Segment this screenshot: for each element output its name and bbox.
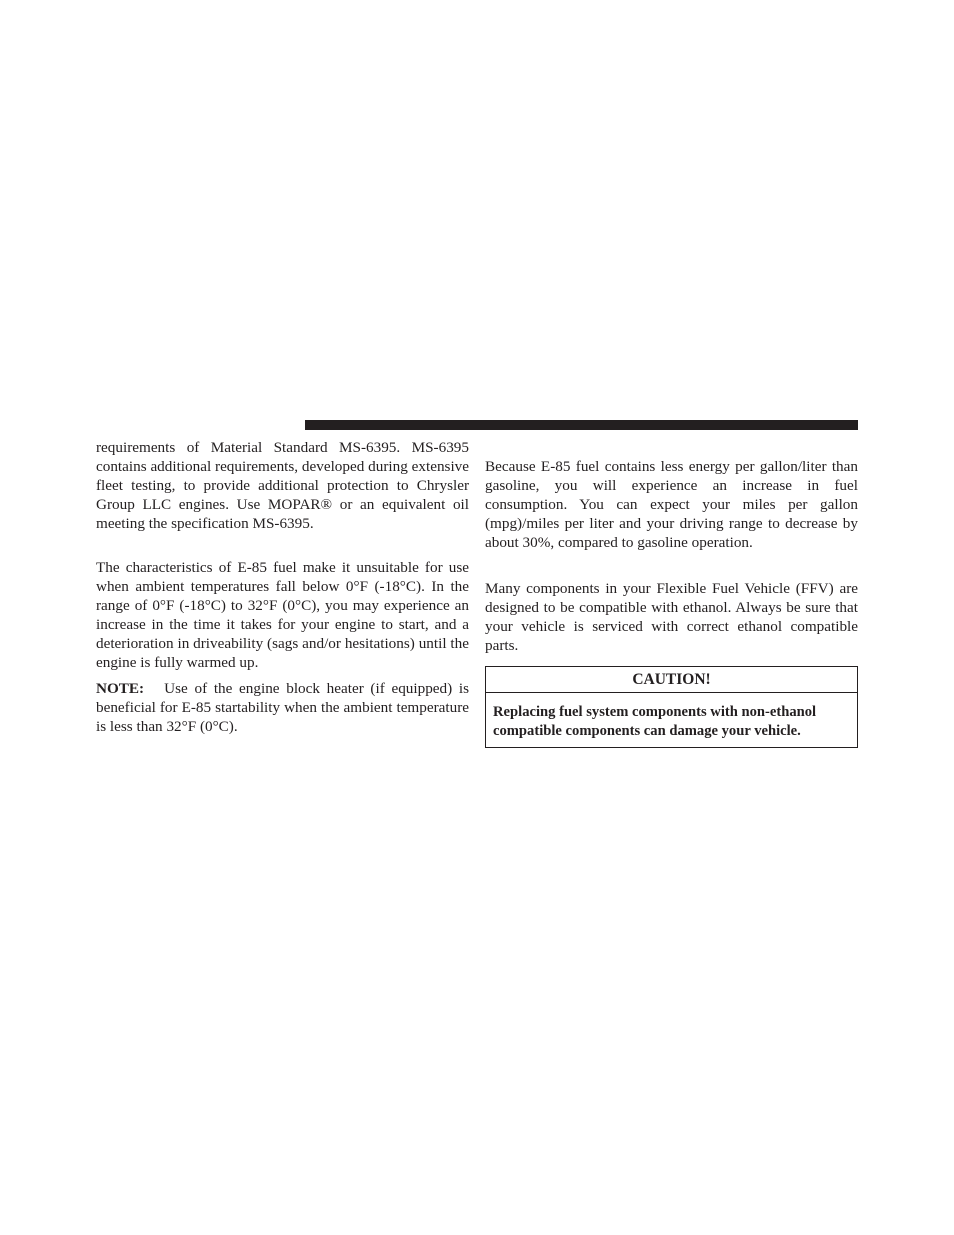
fuel-economy-paragraph: Because E-85 fuel contains less energy per gallon/liter than gasoline, you will experience an increase in fuel consumption. You can expect your miles per gallon (mpg)/miles per liter and your driving range to decrease by about 30%, compared to gasoline operation. xyxy=(485,458,858,551)
caution-line-1: Replacing fuel system components with non-ethanol xyxy=(493,704,817,720)
left-column xyxy=(96,438,469,736)
caution-line-2: compatible components can damage your vehicle. xyxy=(493,723,801,739)
note-label: NOTE: xyxy=(96,680,145,697)
note-text: Use of the engine block heater (if equipped) is beneficial for E-85 startability when the ambient temperature is less than 32°F (0°C). xyxy=(96,680,469,735)
oil-requirements-paragraph: requirements of Material Standard MS-6395. MS-6395 contains additional requirements, developed during extensive fleet testing, to provide additional protection to Chrysler Group LLC engines. Use MOPAR® or an equivalent oil meeting the specification MS-6395. xyxy=(96,439,469,532)
note-paragraph xyxy=(96,679,469,736)
section-header-rule xyxy=(305,420,858,430)
right-column xyxy=(485,457,858,655)
caution-box xyxy=(485,666,858,748)
caution-body xyxy=(486,693,857,747)
e85-cold-weather-paragraph: The characteristics of E-85 fuel make it unsuitable for use when ambient temperatures fall below 0°F (-18°C). In the range of 0°F (-18°C) to 32°F (0°C), you may experience an increase in the time it takes for your engine to start, and a deterioration in driveability (sags and/or hesitations) until the engine is fully warmed up. xyxy=(96,559,469,671)
ffv-components-paragraph: Many components in your Flexible Fuel Vehicle (FFV) are designed to be compatible with ethanol. Always be sure that your vehicle is serviced with correct ethanol compatible parts. xyxy=(485,580,858,654)
caution-title: CAUTION! xyxy=(486,667,857,693)
